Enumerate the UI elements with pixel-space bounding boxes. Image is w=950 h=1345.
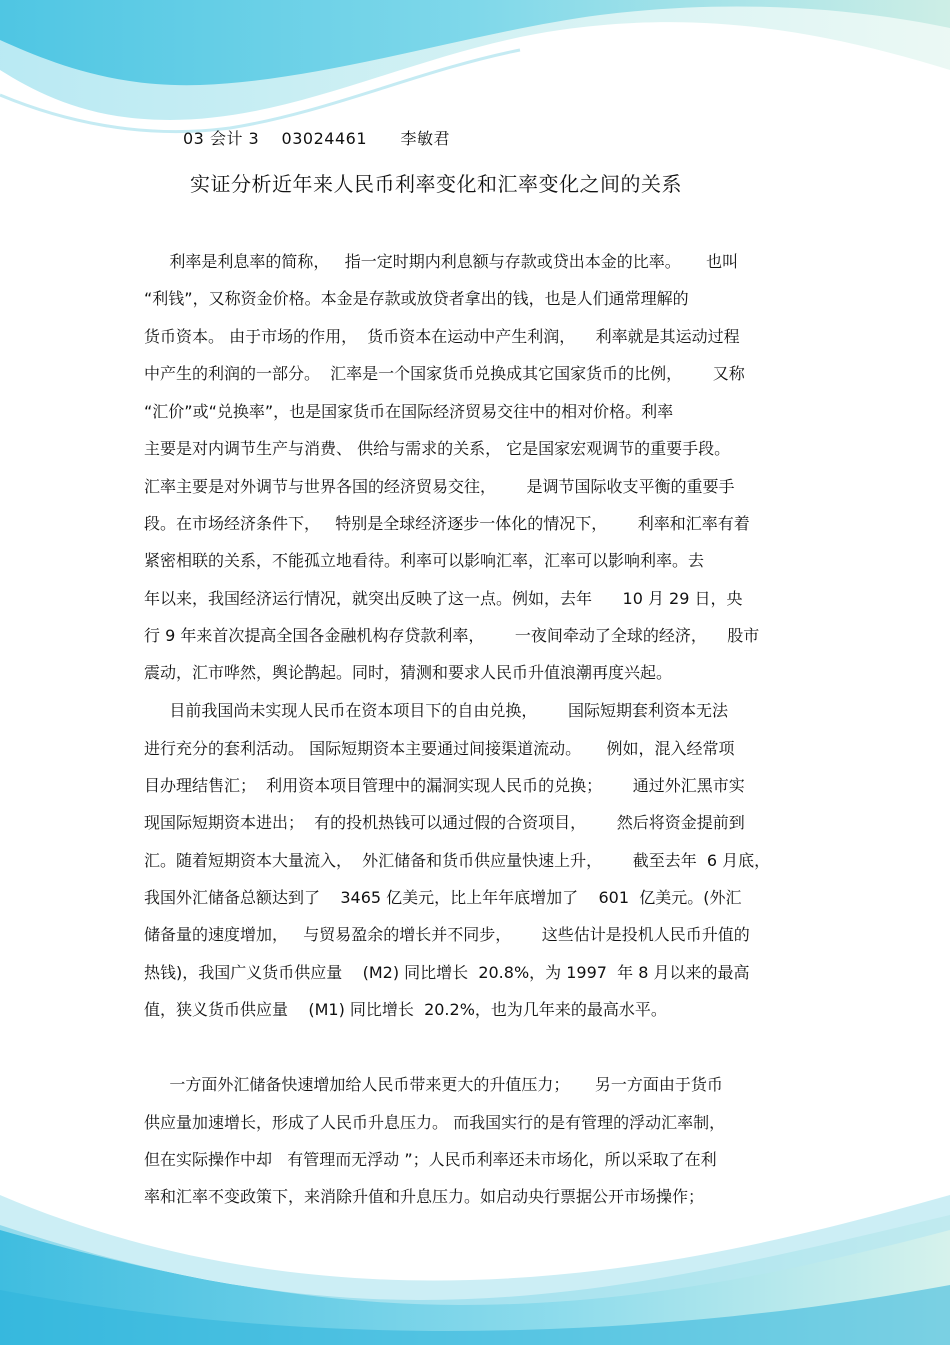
author-line: 03 会计 3 03024461 李敏君 bbox=[183, 129, 451, 148]
body-line: 率和汇率不变政策下，来消除升值和升息压力。如启动央行票据公开市场操作； bbox=[144, 1187, 705, 1206]
document-title: 实证分析近年来人民币利率变化和汇率变化之间的关系 bbox=[190, 172, 682, 196]
body-line: 行 9 年来首次提高全国各金融机构存贷款利率， 一夜间牵动了全球的经济， 股市 bbox=[144, 626, 760, 645]
body-line: 年以来，我国经济运行情况，就突出反映了这一点。例如，去年 10 月 29 日，央 bbox=[144, 589, 743, 608]
body-line: “利钱”，又称资金价格。本金是存款或放贷者拿出的钱，也是人们通常理解的 bbox=[144, 289, 689, 308]
body-line: 储备量的速度增加， 与贸易盈余的增长并不同步， 这些估计是投机人民币升值的 bbox=[144, 925, 750, 944]
body-line: 值，狭义货币供应量 (M1) 同比增长 20.2%，也为几年来的最高水平。 bbox=[144, 1000, 667, 1019]
body-line: 但在实际操作中却 有管理而无浮动 ”；人民币利率还未市场化，所以采取了在利 bbox=[144, 1150, 717, 1169]
body-line: 震动，汇市哗然，舆论鹊起。同时，猜测和要求人民币升值浪潮再度兴起。 bbox=[144, 663, 673, 682]
body-line: 货币资本。 由于市场的作用， 货币资本在运动中产生利润， 利率就是其运动过程 bbox=[144, 327, 740, 346]
body-line: 紧密相联的关系，不能孤立地看待。利率可以影响汇率，汇率可以影响利率。去 bbox=[144, 551, 705, 570]
body-line: 我国外汇储备总额达到了 3465 亿美元，比上年年底增加了 601 亿美元。(外汇 bbox=[144, 888, 742, 907]
body-line: 目办理结售汇； 利用资本项目管理中的漏洞实现人民币的兑换； 通过外汇黑市实 bbox=[144, 776, 745, 795]
body-line: 汇率主要是对外调节与世界各国的经济贸易交往， 是调节国际收支平衡的重要手 bbox=[144, 477, 735, 496]
body-line: 中产生的利润的一部分。 汇率是一个国家货币兑换成其它国家货币的比例， 又称 bbox=[144, 364, 745, 383]
body-line: 主要是对内调节生产与消费、 供给与需求的关系， 它是国家宏观调节的重要手段。 bbox=[144, 439, 731, 458]
body-line: 一方面外汇储备快速增加给人民币带来更大的升值压力； 另一方面由于货币 bbox=[144, 1075, 723, 1094]
body-line: 段。在市场经济条件下， 特别是全球经济逐步一体化的情况下， 利率和汇率有着 bbox=[144, 514, 750, 533]
body-line: 热钱)，我国广义货币供应量 (M2) 同比增长 20.8%，为 1997 年 8 月以来的最高 bbox=[144, 963, 750, 982]
body-line: 进行充分的套利活动。 国际短期资本主要通过间接渠道流动。 例如，混入经常项 bbox=[144, 739, 735, 758]
body-line: 供应量加速增长，形成了人民币升息压力。 而我国实行的是有管理的浮动汇率制， bbox=[144, 1113, 726, 1132]
body-line: 现国际短期资本进出； 有的投机热钱可以通过假的合资项目， 然后将资金提前到 bbox=[144, 813, 745, 832]
body-line: 汇。随着短期资本大量流入， 外汇储备和货币供应量快速上升， 截至去年 6 月底， bbox=[144, 851, 771, 870]
body-line: “汇价”或“兑换率”，也是国家货币在国际经济贸易交往中的相对价格。利率 bbox=[144, 402, 674, 421]
body-line: 目前我国尚未实现人民币在资本项目下的自由兑换， 国际短期套利资本无法 bbox=[144, 701, 728, 720]
body-line: 利率是利息率的简称， 指一定时期内利息额与存款或贷出本金的比率。 也叫 bbox=[144, 252, 739, 271]
